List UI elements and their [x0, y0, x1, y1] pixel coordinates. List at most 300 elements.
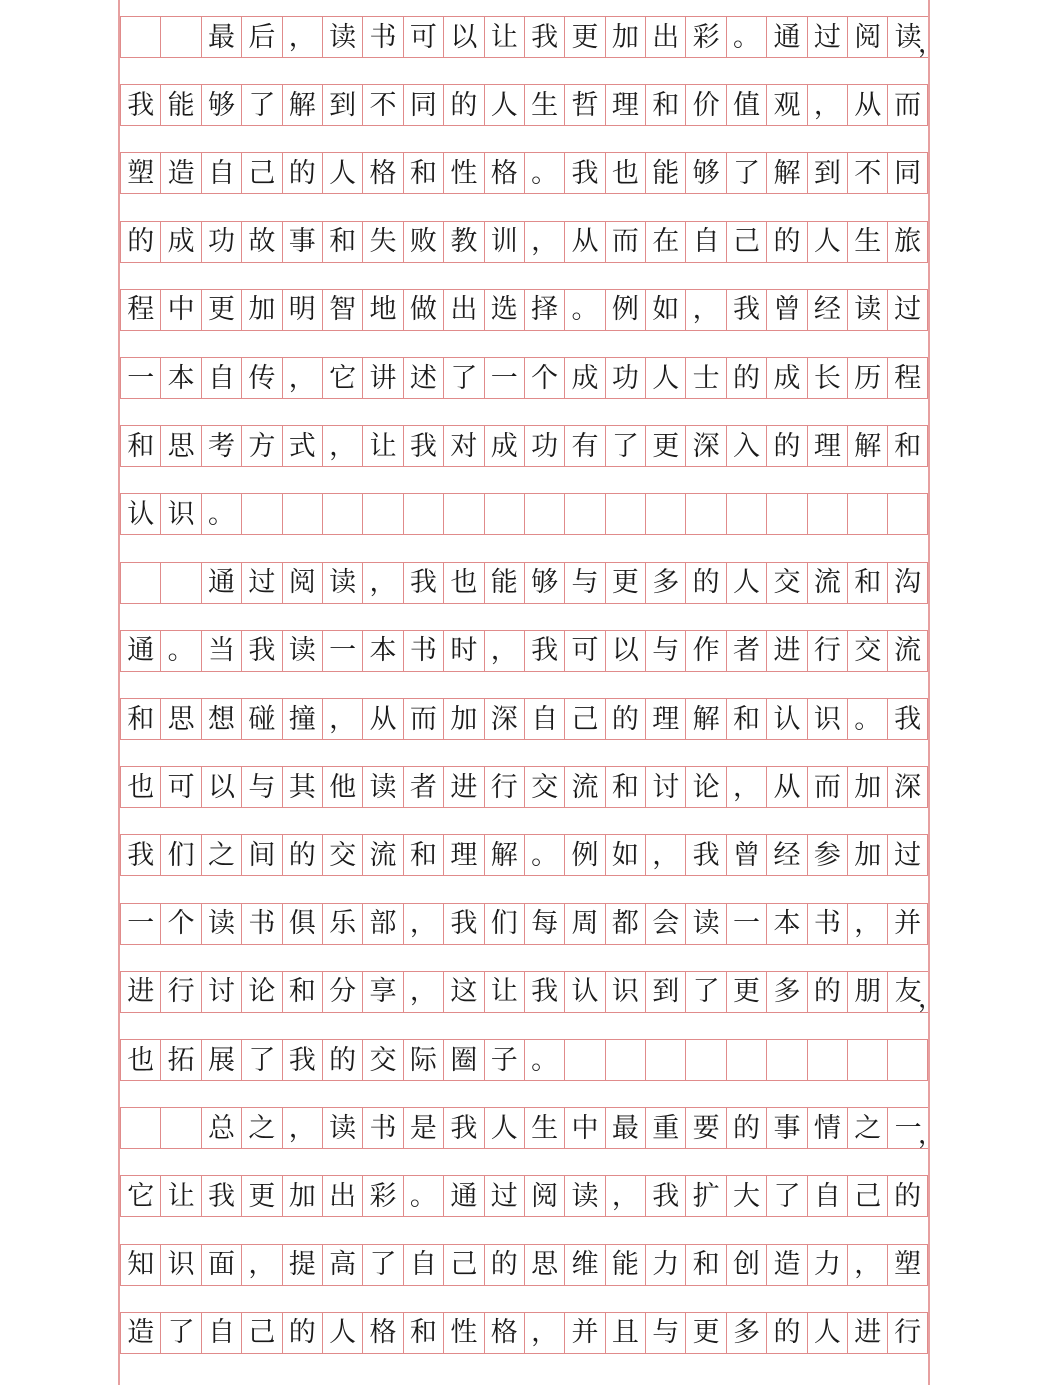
grid-cell: 让 [362, 426, 402, 466]
grid-row [120, 698, 928, 740]
grid-cell: 。 [524, 153, 564, 193]
grid-cell: 的 [120, 222, 160, 262]
grid-cell [443, 494, 483, 534]
grid-cell: 通 [766, 17, 806, 57]
grid-cell: 们 [160, 835, 200, 875]
grid-cell: 更 [564, 17, 604, 57]
grid-cell: 流 [564, 767, 604, 807]
grid-cell: 之 [847, 1108, 887, 1148]
grid-cell: 人 [726, 563, 766, 603]
grid-cell [120, 563, 160, 603]
grid-cell [645, 494, 685, 534]
grid-cell: ， [726, 767, 766, 807]
grid-cell: 创 [726, 1245, 766, 1285]
grid-cell: 面 [201, 1245, 241, 1285]
grid-cell: 了 [605, 426, 645, 466]
grid-cell: 的 [766, 222, 806, 262]
grid-cell: 可 [403, 17, 443, 57]
grid-cell: 的 [484, 1245, 524, 1285]
grid-cell: 讨 [645, 767, 685, 807]
grid-cell: 过 [887, 290, 927, 330]
grid-cell: 曾 [766, 290, 806, 330]
grid-cell: 朋 [847, 972, 887, 1012]
grid-cell: 成 [160, 222, 200, 262]
grid-cell: 我 [645, 1176, 685, 1216]
grid-cell: 格 [362, 1313, 402, 1353]
grid-cell: 之 [201, 835, 241, 875]
grid-cell: 更 [605, 563, 645, 603]
grid-cell: 理 [443, 835, 483, 875]
grid-cell: 想 [201, 699, 241, 739]
grid-cell: 书 [362, 17, 402, 57]
grid-cell: 认 [766, 699, 806, 739]
grid-cell: 解 [685, 699, 725, 739]
grid-cell: 通 [120, 631, 160, 671]
grid-cell: 也 [120, 1040, 160, 1080]
grid-cell: 我 [443, 1108, 483, 1148]
grid-cell: 阅 [524, 1176, 564, 1216]
grid-cell: 也 [120, 767, 160, 807]
grid-cell: 维 [564, 1245, 604, 1285]
grid-cell: 经 [807, 290, 847, 330]
grid-cell: ， [282, 17, 322, 57]
grid-cell: 读 [322, 17, 362, 57]
grid-cell: 者 [726, 631, 766, 671]
grid-cell: 格 [484, 1313, 524, 1353]
grid-cell: 与 [241, 767, 281, 807]
grid-cell: 和 [726, 699, 766, 739]
grid-cell: 值 [726, 85, 766, 125]
grid-cell: 交 [766, 563, 806, 603]
grid-cell: 出 [443, 290, 483, 330]
grid-cell: 从 [362, 699, 402, 739]
grid-cell: 的 [443, 85, 483, 125]
grid-cell: 而 [887, 85, 927, 125]
grid-row [120, 1175, 928, 1217]
grid-cell: ， [524, 222, 564, 262]
grid-cell [726, 494, 766, 534]
grid-cell: 败 [403, 222, 443, 262]
grid-cell: 式 [282, 426, 322, 466]
grid-cell: ， [241, 1245, 281, 1285]
grid-cell: 解 [484, 835, 524, 875]
grid-cell: 生 [847, 222, 887, 262]
grid-cell: 理 [645, 699, 685, 739]
grid-cell: 也 [443, 563, 483, 603]
grid-cell: 我 [685, 835, 725, 875]
grid-cell: 解 [847, 426, 887, 466]
grid-cell: 读 [362, 767, 402, 807]
grid-cell: 也 [605, 153, 645, 193]
grid-cell: 要 [685, 1108, 725, 1148]
grid-cell: 己 [847, 1176, 887, 1216]
grid-cell: 明 [282, 290, 322, 330]
grid-cell: 以 [443, 17, 483, 57]
grid-cell: 例 [605, 290, 645, 330]
grid-cell: 展 [201, 1040, 241, 1080]
grid-cell: 识 [160, 494, 200, 534]
grid-cell: 且 [605, 1313, 645, 1353]
grid-cell: 的 [726, 358, 766, 398]
grid-cell: 读 [322, 563, 362, 603]
grid-cell: 人 [645, 358, 685, 398]
grid-cell: 论 [685, 767, 725, 807]
grid-cell [766, 1040, 806, 1080]
grid-cell: 自 [201, 1313, 241, 1353]
grid-cell: 思 [524, 1245, 564, 1285]
grid-cell: 程 [887, 358, 927, 398]
grid-cell: 人 [484, 1108, 524, 1148]
grid-cell: 述 [403, 358, 443, 398]
grid-cell: 过 [887, 835, 927, 875]
grid-cell: ， [847, 1245, 887, 1285]
grid-cell: 一 [322, 631, 362, 671]
grid-cell: 。 [847, 699, 887, 739]
grid-cell: 我 [403, 563, 443, 603]
grid-cell: 和 [403, 1313, 443, 1353]
grid-cell: 同 [403, 85, 443, 125]
grid-cell: ， [362, 563, 402, 603]
grid-cell: 人 [322, 153, 362, 193]
grid-cell: 。 [403, 1176, 443, 1216]
grid-cell [484, 494, 524, 534]
grid-cell: 到 [807, 153, 847, 193]
grid-cell: 我 [564, 153, 604, 193]
grid-cell [564, 1040, 604, 1080]
grid-cell: 和 [403, 835, 443, 875]
grid-cell: 识 [160, 1245, 200, 1285]
grid-cell: 了 [362, 1245, 402, 1285]
grid-cell: 多 [726, 1313, 766, 1353]
grid-row [120, 16, 944, 59]
grid-cell: 而 [403, 699, 443, 739]
grid-cell: 与 [645, 631, 685, 671]
grid-cell: 并 [564, 1313, 604, 1353]
grid-cell [887, 1040, 927, 1080]
grid-cell: 总 [201, 1108, 241, 1148]
grid-cell: 和 [120, 426, 160, 466]
grid-cell: 解 [766, 153, 806, 193]
grid-cell: ， [403, 972, 443, 1012]
grid-cell [847, 1040, 887, 1080]
grid-cell: 周 [564, 904, 604, 944]
grid-cell: 本 [766, 904, 806, 944]
grid-cell: 多 [645, 563, 685, 603]
grid-cell: 己 [241, 1313, 281, 1353]
grid-row [120, 630, 928, 672]
grid-cell: 以 [605, 631, 645, 671]
grid-cell: 友 [887, 972, 927, 1012]
grid-cell: 可 [564, 631, 604, 671]
grid-cell: 书 [807, 904, 847, 944]
grid-cell [160, 1108, 200, 1148]
grid-cell: 论 [241, 972, 281, 1012]
grid-cell: 同 [887, 153, 927, 193]
grid-cell: 后 [241, 17, 281, 57]
grid-cell: 。 [726, 17, 766, 57]
grid-cell: 之 [241, 1108, 281, 1148]
grid-cell: 造 [120, 1313, 160, 1353]
grid-cell: 与 [645, 1313, 685, 1353]
grid-cell: 从 [564, 222, 604, 262]
grid-cell: 自 [201, 358, 241, 398]
grid-cell: ， [282, 1108, 322, 1148]
grid-cell: 了 [443, 358, 483, 398]
grid-cell: 我 [887, 699, 927, 739]
grid-cell: 讲 [362, 358, 402, 398]
grid-row [120, 562, 928, 604]
grid-cell: 享 [362, 972, 402, 1012]
grid-cell: 和 [685, 1245, 725, 1285]
grid-cell: 书 [241, 904, 281, 944]
grid-cell: 都 [605, 904, 645, 944]
grid-row [120, 1312, 928, 1354]
grid-cell: 功 [201, 222, 241, 262]
grid-cell: 加 [605, 17, 645, 57]
grid-cell: ， [403, 904, 443, 944]
grid-cell: 长 [807, 358, 847, 398]
grid-cell: 进 [766, 631, 806, 671]
grid-cell: 训 [484, 222, 524, 262]
grid-cell: 沟 [887, 563, 927, 603]
margin-punctuation: ， [917, 29, 944, 59]
grid-cell: 进 [443, 767, 483, 807]
grid-cell: 不 [847, 153, 887, 193]
grid-cell: 了 [766, 1176, 806, 1216]
grid-cell: 我 [120, 85, 160, 125]
grid-cell: 到 [645, 972, 685, 1012]
grid-cell: 能 [484, 563, 524, 603]
grid-cell: 流 [887, 631, 927, 671]
grid-cell: 。 [564, 290, 604, 330]
grid-cell: 俱 [282, 904, 322, 944]
grid-cell: 通 [443, 1176, 483, 1216]
grid-cell: 部 [362, 904, 402, 944]
grid-cell: 高 [322, 1245, 362, 1285]
grid-cell: 流 [807, 563, 847, 603]
grid-cell: 最 [201, 17, 241, 57]
grid-cell: 一 [120, 358, 160, 398]
grid-cell [322, 494, 362, 534]
grid-cell: 的 [282, 153, 322, 193]
grid-cell: 让 [484, 972, 524, 1012]
grid-cell [120, 17, 160, 57]
grid-cell: 自 [685, 222, 725, 262]
grid-row [120, 493, 928, 535]
grid-cell: 传 [241, 358, 281, 398]
grid-cell: 够 [201, 85, 241, 125]
grid-cell: 事 [282, 222, 322, 262]
grid-cell: 参 [807, 835, 847, 875]
grid-cell: 我 [120, 835, 160, 875]
grid-cell: 彩 [362, 1176, 402, 1216]
grid-cell: 做 [403, 290, 443, 330]
grid-cell: 它 [120, 1176, 160, 1216]
grid-cell: ， [524, 1313, 564, 1353]
grid-cell: 观 [766, 85, 806, 125]
grid-row [120, 221, 928, 263]
grid-cell: 塑 [887, 1245, 927, 1285]
grid-row [120, 834, 928, 876]
grid-cell: 进 [847, 1313, 887, 1353]
grid-cell: 时 [443, 631, 483, 671]
grid-cell: 分 [322, 972, 362, 1012]
grid-cell: 加 [282, 1176, 322, 1216]
grid-cell: 选 [484, 290, 524, 330]
grid-cell: 中 [160, 290, 200, 330]
grid-cell: 圈 [443, 1040, 483, 1080]
grid-cell: 方 [241, 426, 281, 466]
grid-cell [807, 1040, 847, 1080]
grid-cell: 对 [443, 426, 483, 466]
grid-cell: 每 [524, 904, 564, 944]
grid-row [120, 152, 928, 194]
grid-row [120, 971, 944, 1014]
grid-cell [564, 494, 604, 534]
grid-cell: 我 [241, 631, 281, 671]
margin-punctuation: ， [917, 1120, 944, 1151]
grid-cell: 性 [443, 153, 483, 193]
grid-cell: 的 [605, 699, 645, 739]
grid-cell: ， [322, 426, 362, 466]
grid-cell: 当 [201, 631, 241, 671]
grid-cell: 一 [484, 358, 524, 398]
grid-cell: 思 [160, 426, 200, 466]
grid-cell: 如 [645, 290, 685, 330]
grid-cell: 哲 [564, 85, 604, 125]
grid-cell: 到 [322, 85, 362, 125]
grid-cell: 间 [241, 835, 281, 875]
grid-cell: 己 [241, 153, 281, 193]
grid-cell: 己 [564, 699, 604, 739]
grid-cell: 力 [807, 1245, 847, 1285]
grid-cell: 读 [887, 17, 927, 57]
grid-cell: 的 [726, 1108, 766, 1148]
grid-cell [160, 17, 200, 57]
grid-cell: 和 [322, 222, 362, 262]
grid-cell: 能 [645, 153, 685, 193]
grid-cell: 解 [282, 85, 322, 125]
grid-cell: 可 [160, 767, 200, 807]
grid-cell: 而 [807, 767, 847, 807]
grid-cell: 我 [201, 1176, 241, 1216]
grid-cell: 书 [403, 631, 443, 671]
grid-cell: 自 [403, 1245, 443, 1285]
grid-cell: 一 [120, 904, 160, 944]
grid-cell: 一 [887, 1108, 927, 1148]
grid-cell: 本 [160, 358, 200, 398]
grid-cell [241, 494, 281, 534]
grid-cell: 读 [685, 904, 725, 944]
grid-row [120, 289, 928, 331]
grid-cell: 择 [524, 290, 564, 330]
grid-cell: 能 [605, 1245, 645, 1285]
grid-row [120, 1107, 944, 1151]
grid-cell: 。 [524, 1040, 564, 1080]
grid-cell: 人 [807, 1313, 847, 1353]
grid-cell: 一 [726, 904, 766, 944]
grid-cell: 我 [443, 904, 483, 944]
grid-cell [685, 494, 725, 534]
grid-cell: 行 [160, 972, 200, 1012]
grid-cell: ， [282, 358, 322, 398]
grid-cell: ， [322, 699, 362, 739]
grid-cell: 行 [807, 631, 847, 671]
grid-cell: 读 [847, 290, 887, 330]
grid-cell: 己 [726, 222, 766, 262]
grid-cell [524, 494, 564, 534]
grid-cell: 从 [766, 767, 806, 807]
grid-cell: 生 [524, 85, 564, 125]
grid-cell: 理 [807, 426, 847, 466]
grid-cell: 讨 [201, 972, 241, 1012]
grid-cell: 的 [887, 1176, 927, 1216]
grid-cell: 如 [605, 835, 645, 875]
grid-cell: 功 [605, 358, 645, 398]
grid-cell: 重 [645, 1108, 685, 1148]
grid-cell [605, 494, 645, 534]
grid-cell: 和 [645, 85, 685, 125]
grid-cell: 这 [443, 972, 483, 1012]
grid-cell: 我 [524, 17, 564, 57]
grid-cell: 行 [887, 1313, 927, 1353]
grid-cell: 的 [685, 563, 725, 603]
grid-cell: 我 [403, 426, 443, 466]
grid-cell: 和 [403, 153, 443, 193]
grid-cell: 读 [282, 631, 322, 671]
grid-cell: 成 [564, 358, 604, 398]
grid-cell: 曾 [726, 835, 766, 875]
grid-cell: 与 [564, 563, 604, 603]
grid-cell: 流 [362, 835, 402, 875]
grid-cell: 加 [847, 835, 887, 875]
grid-cell [403, 494, 443, 534]
grid-cell: 更 [645, 426, 685, 466]
grid-cell: 中 [564, 1108, 604, 1148]
grid-cell: 能 [160, 85, 200, 125]
grid-cell: 者 [403, 767, 443, 807]
grid-cell: 碰 [241, 699, 281, 739]
grid-cell: 考 [201, 426, 241, 466]
grid-cell: 从 [847, 85, 887, 125]
grid-cell: 造 [160, 153, 200, 193]
grid-cell: 人 [484, 85, 524, 125]
grid-cell: ， [484, 631, 524, 671]
grid-cell: 最 [605, 1108, 645, 1148]
grid-cell: 格 [484, 153, 524, 193]
grid-cell: 地 [362, 290, 402, 330]
grid-cell: 是 [403, 1108, 443, 1148]
grid-cell: 入 [726, 426, 766, 466]
grid-cell: 和 [887, 426, 927, 466]
grid-cell: 更 [201, 290, 241, 330]
grid-cell: 阅 [847, 17, 887, 57]
grid-cell: ， [685, 290, 725, 330]
grid-cell: 提 [282, 1245, 322, 1285]
grid-cell: 了 [685, 972, 725, 1012]
grid-cell: 交 [322, 835, 362, 875]
grid-cell [120, 1108, 160, 1148]
grid-cell: 情 [807, 1108, 847, 1148]
grid-cell: 际 [403, 1040, 443, 1080]
grid-cell: 价 [685, 85, 725, 125]
grid-cell: 深 [685, 426, 725, 466]
grid-cell: 不 [362, 85, 402, 125]
grid-cell: 人 [322, 1313, 362, 1353]
grid-cell [362, 494, 402, 534]
grid-cell: 认 [564, 972, 604, 1012]
grid-cell: 撞 [282, 699, 322, 739]
